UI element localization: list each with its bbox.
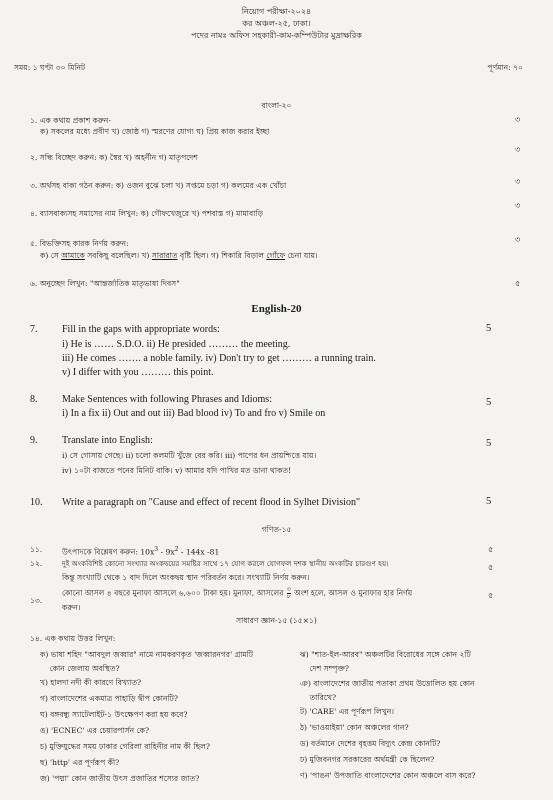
gk-left-item: কোন জেলায় অবস্থিত?: [40, 664, 120, 673]
q11-text-b: - 9x: [158, 547, 175, 557]
gk-left-item: খ) হালদা নদী কী কারণে বিখ্যাত?: [40, 678, 142, 687]
gk-right-item: ট) 'CARE' এর পূর্ণরূপ লিখুন।: [300, 707, 394, 716]
question-2-mark: ৩: [515, 145, 521, 154]
question-7-line-1: i) He is …… S.D.O. ii) He presided ……… the meeting.: [62, 339, 291, 350]
question-10-number: 10.: [30, 497, 43, 508]
gk-left-item: ঘ) বঙ্গবন্ধু স্যাটেলাইট-১ উৎক্ষেপণ করা হয় কবে?: [40, 710, 188, 719]
q5-underlined-2: সারারাত: [151, 251, 178, 260]
gk-right-item: ঢ) মুজিবনগর সরকারের অর্থমন্ত্রী কে ছিলেন?: [300, 755, 435, 764]
question-11-text: [62, 544, 219, 558]
question-8-line-1: i) In a fix ii) Out and out iii) Bad blood iv) To and fro v) Smile on: [62, 408, 326, 419]
q13-text-b: অংশ হলে, আসল ও মুনাফার হার নির্ণয়: [291, 588, 413, 598]
q5-text-c: বৃষ্টি ছিল। গ) শিকারি বিড়াল: [177, 251, 267, 260]
q5-underlined-1: আমাকে: [61, 251, 85, 260]
question-7-line-2: iii) He comes ……. a noble family. iv) Don't try to get ……… a running train.: [62, 353, 376, 364]
gk-left-item: ঙ) 'ECNEC' এর চেয়ারপার্সন কে?: [40, 726, 150, 735]
question-10-title: Write a paragraph on "Cause and effect of recent flood in Sylhet Division": [62, 497, 361, 508]
question-7-mark: 5: [486, 323, 492, 334]
question-1-mark: ৩: [515, 115, 521, 124]
question-11-mark: ৫: [488, 545, 494, 554]
q13-fraction-denominator: ৮: [286, 593, 291, 600]
gk-right-item: তারিখে?: [300, 693, 337, 702]
section-title-english: English-20: [251, 303, 302, 315]
q5-underlined-3: গোঁফে: [266, 251, 286, 260]
q11-exponent-2: 2: [174, 546, 179, 553]
question-13-mark: ৫: [488, 591, 494, 600]
gk-left-item: গ) বাংলাদেশের একমাত্র পাহাড়ি দ্বীপ কোনটি?: [40, 694, 178, 703]
question-8-number: 8.: [30, 394, 38, 405]
question-4-mark: ৩: [515, 201, 521, 210]
gk-right-item: দেশ সম্পৃক্ত?: [300, 664, 349, 673]
question-1-options: ক) সকলের মধ্যে প্রবীণ খ) জোষ্ঠ গ) স্মরণের যোগ্য ঘ) প্রিয় কাজ করার ইচ্ছা: [40, 127, 270, 136]
question-13-line-1: [62, 587, 412, 600]
question-9-line-2: iv) ১০টা বাজতে পনের মিনিট বাকি। v) আমার যদি পাখির মত ডানা থাকত!: [62, 466, 292, 475]
question-8-title: Make Sentences with following Phrases and Idioms:: [62, 394, 272, 405]
question-8-mark: 5: [486, 397, 492, 408]
gk-left-item: চ) মুক্তিযুদ্ধের সময় ঢাকার গেরিলা বাহিনীর নাম কী ছিল?: [40, 742, 210, 751]
exam-post: পদের নামঃ অফিস সহকারী-কাম-কম্পিউটার মুদ্রাক্ষরিক: [191, 31, 362, 40]
question-7-number: 7.: [30, 324, 38, 335]
section-title-math: গণিত-১৫: [261, 525, 292, 534]
question-2: ২. সন্ধি বিচ্ছেদ করুন: ক) স্বৈর খ) অহর্নীন গ) মাতৃপদেশ: [30, 153, 198, 162]
question-12-number: ১২.: [30, 559, 43, 568]
q13-fraction-numerator: ৩: [286, 586, 291, 593]
question-12-line-2: কিন্তু সংখ্যাটি থেকে ১ বাদ দিলে অংকদ্বয় স্থান পরিবর্তন করে। সংখ্যাটি নির্ণয় করুন।: [62, 573, 310, 582]
question-1-label: ১. এক কথায় প্রকাশ করুন-: [30, 116, 111, 125]
question-5-sentences: [40, 250, 318, 261]
gk-left-column: [40, 646, 295, 787]
question-12-mark: ৫: [488, 563, 494, 572]
question-9-number: 9.: [30, 435, 38, 446]
q13-fraction: [287, 587, 291, 600]
question-6: ৬. অনুচ্ছেদ লিখুন: "আন্তর্জাতিক মাতৃভাষা দিবস": [30, 279, 180, 288]
question-11-number: ১১.: [30, 545, 43, 554]
question-10-mark: 5: [486, 496, 492, 507]
gk-left-item: ক) ভাষা শহিদ "আবদুল জব্বার" নামে নামকরণকৃত 'জব্বারনগর' গ্রামটি: [40, 650, 254, 659]
gk-right-column: [300, 646, 550, 784]
q5-text-d: চেনা যায়।: [285, 251, 318, 260]
question-4: ৪. ব্যাসবাক্যসহ সমাসের নাম লিখুন: ক) গৌফখেজুরে খ) পশবাস্ত গ) মামাবাড়ি: [30, 209, 264, 218]
q5-text-a: ক) সে: [40, 251, 62, 260]
gk-right-item: ঞ) বাংলাদেশের জাতীয় পতাকা প্রথম উত্তোলিত হয় কোন: [300, 679, 475, 688]
full-marks-label: পূর্ণমান: ৭০: [487, 63, 523, 72]
question-6-mark: ৫: [515, 279, 521, 288]
gk-right-item: ড) বর্তমানে দেশের বৃহত্তম বিদ্যুৎ কেন্দ্র কোনটি?: [300, 739, 441, 748]
question-13-number: ১৩.: [30, 596, 43, 605]
q13-text-a: কোনো আসল ৪ বছরে মুনাফা আসলে ৬,৬০০ টাকা হয়। মুনাফা, আসলের: [62, 588, 286, 598]
question-9-line-1: i) সে গোসায় গেছে। ii) চলো কলমটি খুঁজে বের করি। iii) পাপের ধন প্রায়শ্চিত্তে যায়।: [62, 451, 317, 460]
section-title-bangla: বাংলা-২০: [261, 101, 292, 110]
exam-title: নিয়োগ পরীক্ষা-২০২৪: [241, 7, 312, 16]
q11-exponent-1: 3: [154, 546, 159, 553]
gk-left-item: ছ) 'http' এর পূর্ণরূপ কী?: [40, 758, 120, 767]
question-7-line-3: v) I differ with you ……… this point.: [62, 367, 214, 378]
gk-right-item: ণ) 'পাঙন' উপজাতি বাংলাদেশের কোন অঞ্চলে বাস করে?: [300, 771, 476, 780]
question-12-line-1: দুই অংকবিশিষ্ট কোনো সংখ্যার অংকদ্বয়ের সমষ্টির সাথে ১৭ যোগ করলে যোগফল দশক স্থানীয় অংকটির চারগুণ হয়।: [62, 559, 389, 568]
q11-text-c: - 144x -81: [178, 547, 220, 557]
question-9-title: Translate into English:: [62, 435, 153, 446]
question-5-mark: ৩: [515, 235, 521, 244]
exam-header: [0, 6, 553, 42]
question-14-label: ১৪. এক কথায় উত্তর লিখুন:: [30, 634, 116, 643]
question-3: ৩. অর্থসহ বাক্য গঠন করুন: ক) ওজন বুঝে চলা খ) সপ্তমে চড়া গ) কলমের এক খোঁচা: [30, 181, 287, 190]
exam-office: কর অঞ্চল-২৫, ঢাকা।: [242, 19, 311, 28]
time-label: সময়: ১ ঘণ্টা ৩০ মিনিট: [14, 63, 86, 72]
question-9-mark: 5: [486, 438, 492, 449]
question-3-mark: ৩: [515, 177, 521, 186]
question-7-title: Fill in the gaps with appropriate words:: [62, 324, 220, 335]
gk-right-item: ঝ) "শাত-ইল-আরব" অঞ্চলটির বিরোধের সঙ্গে কোন ২টি: [300, 650, 471, 659]
question-5-label: ৫. বিভক্তিসহ কারক নির্ণয় করুন:: [30, 239, 129, 248]
gk-right-item: ঠ) 'ভাওয়াইয়া' কোন অঞ্চলের গান?: [300, 723, 409, 732]
q5-text-b: সবকিছু বলেছিল। খ): [84, 251, 152, 260]
section-title-gk: সাধারণ জ্ঞান-১৫ (১৫×১): [236, 616, 317, 625]
q11-text-a: উৎপাদকে বিশ্লেষণ করুন: 10x: [62, 547, 155, 557]
question-13-line-2: করুন।: [62, 603, 81, 612]
gk-left-item: জ) 'পদ্মা' কোন জাতীয় উৎস প্রজাতির শস্যের জাত?: [40, 774, 200, 783]
